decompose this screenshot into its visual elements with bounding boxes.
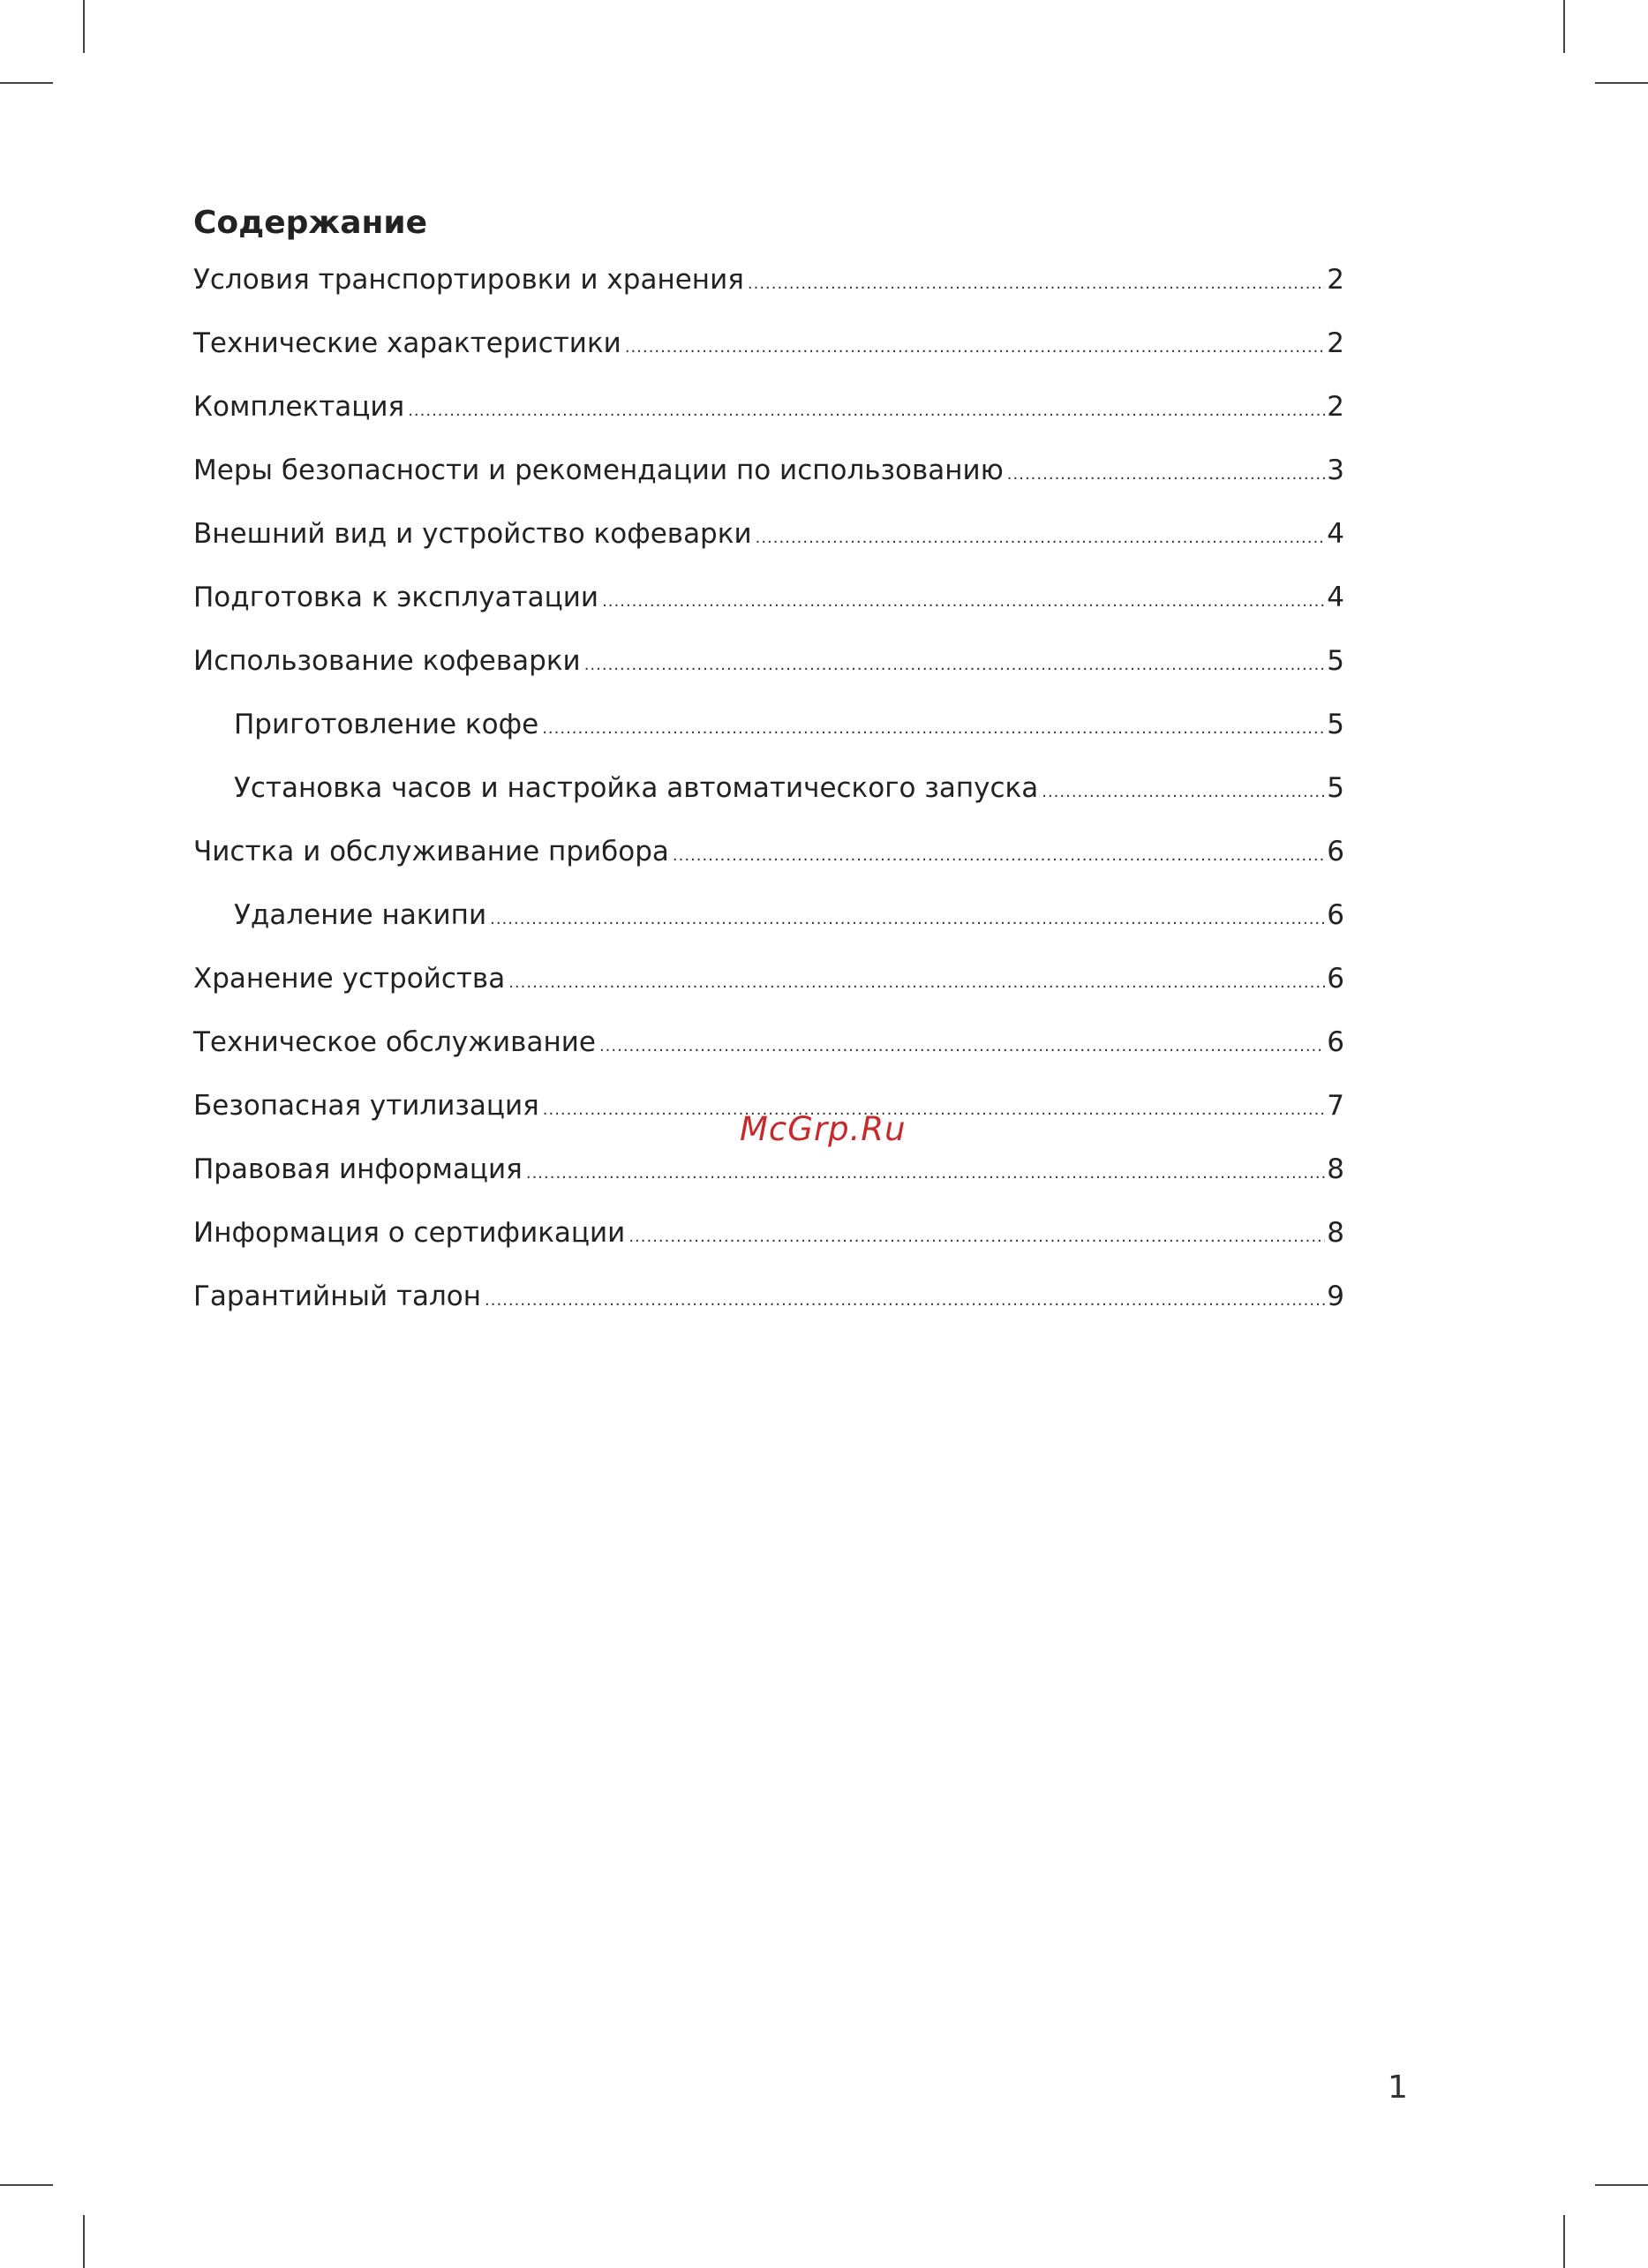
toc-dot-leader	[599, 1027, 1325, 1066]
toc-entry-page-number[interactable]: 6	[1327, 836, 1344, 867]
toc-entry[interactable]	[193, 1213, 1344, 1277]
crop-mark-bottom-left-horizontal	[0, 2184, 53, 2186]
toc-entry-label[interactable]: Гарантийный талон	[193, 1280, 482, 1312]
watermark-text: McGrp.Ru	[740, 1110, 907, 1148]
toc-entry-label[interactable]: Установка часов и настройка автоматического запуска	[234, 772, 1039, 804]
toc-entry-page-number[interactable]: 7	[1327, 1090, 1344, 1122]
toc-entry-label[interactable]: Чистка и обслуживание прибора	[193, 836, 669, 867]
toc-entry[interactable]	[193, 642, 1344, 705]
toc-dot-leader	[542, 710, 1325, 748]
toc-entry[interactable]	[193, 705, 1344, 769]
toc-entry-label[interactable]: Внешний вид и устройство кофеварки	[193, 518, 752, 550]
toc-entry-page-number[interactable]: 6	[1327, 963, 1344, 995]
toc-dot-leader	[1007, 455, 1325, 494]
toc-dot-leader	[526, 1154, 1325, 1193]
toc-entry-page-number[interactable]: 5	[1327, 709, 1344, 740]
page-number: 1	[1388, 2069, 1408, 2106]
toc-dot-leader	[748, 265, 1325, 304]
toc-entry-page-number[interactable]: 5	[1327, 772, 1344, 804]
toc-entry[interactable]	[193, 451, 1344, 514]
toc-entry-label[interactable]: Приготовление кофе	[234, 709, 539, 740]
toc-entry[interactable]	[193, 1023, 1344, 1086]
toc-dot-leader	[1042, 773, 1325, 812]
toc-entry-label[interactable]: Хранение устройства	[193, 963, 506, 995]
toc-entry-label[interactable]: Техническое обслуживание	[193, 1026, 596, 1058]
crop-mark-top-right-horizontal	[1595, 82, 1648, 84]
toc-dot-leader	[602, 582, 1325, 621]
toc-dot-leader	[543, 1091, 1326, 1130]
toc-entry-label[interactable]: Технические характеристики	[193, 327, 621, 359]
toc-entry-page-number[interactable]: 4	[1327, 582, 1344, 613]
toc-entry-label[interactable]: Подготовка к эксплуатации	[193, 582, 599, 613]
toc-entry[interactable]	[193, 1150, 1344, 1213]
toc-entry-page-number[interactable]: 2	[1327, 327, 1344, 359]
toc-entry[interactable]	[193, 959, 1344, 1023]
toc-entry-label[interactable]: Комплектация	[193, 391, 405, 423]
toc-entry-page-number[interactable]: 6	[1327, 899, 1344, 931]
toc-entry-page-number[interactable]: 4	[1327, 518, 1344, 550]
toc-entry[interactable]	[193, 769, 1344, 832]
toc-list	[193, 260, 1344, 1341]
toc-entry-label[interactable]: Безопасная утилизация	[193, 1090, 539, 1122]
toc-entry-label[interactable]: Использование кофеварки	[193, 645, 581, 677]
toc-entry-page-number[interactable]: 2	[1327, 264, 1344, 296]
toc-entry[interactable]	[193, 832, 1344, 896]
toc-entry-label[interactable]: Условия транспортировки и хранения	[193, 264, 744, 296]
toc-entry[interactable]	[193, 896, 1344, 959]
toc-entry[interactable]	[193, 260, 1344, 324]
toc-entry[interactable]	[193, 324, 1344, 387]
toc-entry[interactable]	[193, 578, 1344, 642]
toc-dot-leader	[756, 519, 1326, 558]
toc-dot-leader	[508, 964, 1325, 1003]
crop-mark-bottom-right-horizontal	[1595, 2184, 1648, 2186]
toc-entry-page-number[interactable]: 8	[1327, 1217, 1344, 1249]
toc-entry-label[interactable]: Удаление накипи	[234, 899, 487, 931]
crop-mark-bottom-right-vertical	[1563, 2215, 1565, 2268]
toc-dot-leader	[408, 392, 1325, 431]
toc-entry-page-number[interactable]: 5	[1327, 645, 1344, 677]
crop-mark-top-right-vertical	[1563, 0, 1565, 53]
toc-entry-label[interactable]: Правовая информация	[193, 1153, 523, 1185]
toc-dot-leader	[490, 900, 1325, 939]
toc-dot-leader	[625, 328, 1325, 367]
toc-entry[interactable]	[193, 1277, 1344, 1341]
toc-dot-leader	[584, 646, 1326, 685]
toc-entry-label[interactable]: Информация о сертификации	[193, 1217, 626, 1249]
toc-entry-page-number[interactable]: 8	[1327, 1153, 1344, 1185]
toc-dot-leader	[628, 1218, 1325, 1257]
table-of-contents	[193, 199, 1344, 1341]
crop-mark-top-left-horizontal	[0, 82, 53, 84]
toc-title: Содержание	[193, 205, 428, 241]
crop-mark-bottom-left-vertical	[83, 2215, 85, 2268]
toc-dot-leader	[485, 1281, 1325, 1320]
toc-entry[interactable]	[193, 387, 1344, 451]
toc-entry-label[interactable]: Меры безопасности и рекомендации по использованию	[193, 454, 1004, 486]
toc-entry-page-number[interactable]: 2	[1327, 391, 1344, 423]
toc-entry-page-number[interactable]: 9	[1327, 1280, 1344, 1312]
toc-entry-page-number[interactable]: 3	[1327, 454, 1344, 486]
toc-entry[interactable]	[193, 514, 1344, 578]
toc-dot-leader	[673, 837, 1325, 875]
crop-mark-top-left-vertical	[83, 0, 85, 53]
toc-entry-page-number[interactable]: 6	[1327, 1026, 1344, 1058]
